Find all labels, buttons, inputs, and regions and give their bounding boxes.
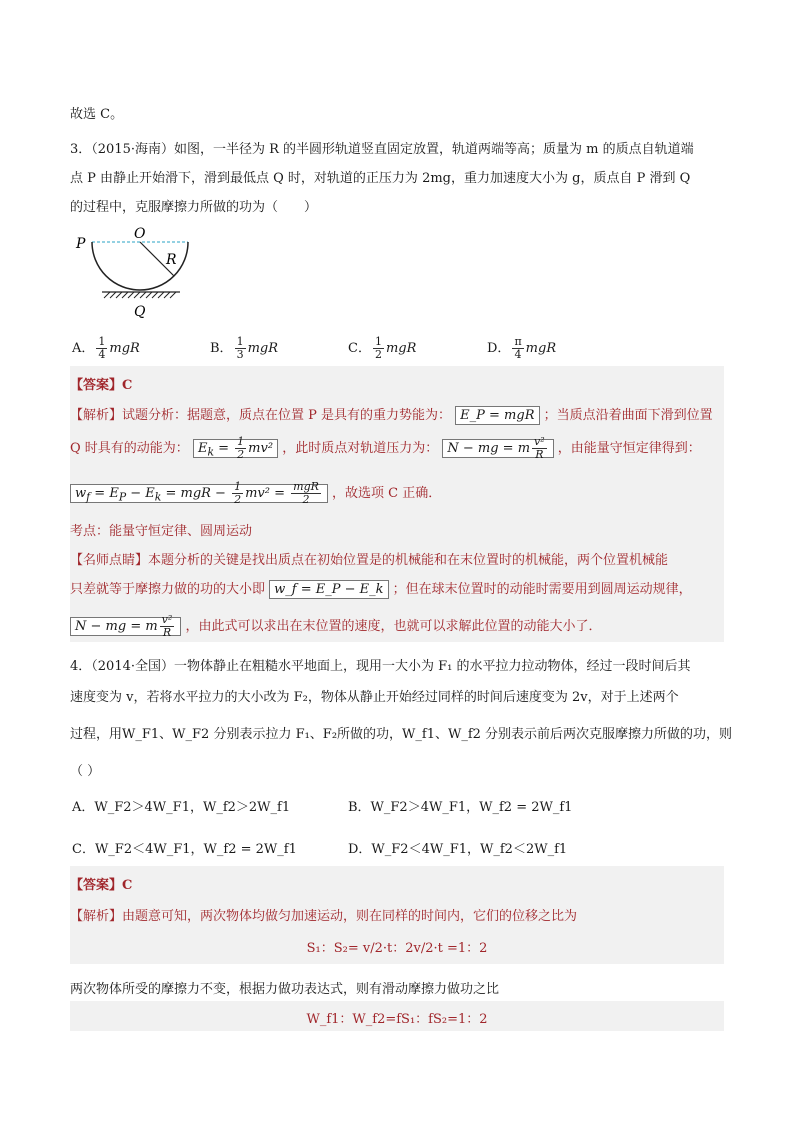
q4-option-c[interactable]: C．W_F2＜4W_F1，W_f2 = 2W_f1	[72, 842, 297, 857]
q3-tip-line1: 【名师点睛】本题分析的关键是找出质点在初始位置是的机械能和在末位置时的机械能，两个位置机械能	[70, 553, 669, 568]
q3-analysis-line3: $w_f = E_P - E_k$ = mgR − $\frac{1}{2}$ mv² = $\frac{\text{mgR}}{2}$ ，故选项 C 正确．	[70, 481, 441, 506]
q4-equation2: W_f1：W_f2=fS₁：fS₂=1：2	[306, 1012, 488, 1027]
q3-answer: 【答案】C	[70, 378, 133, 393]
conclusion-line: 故选 C。	[70, 107, 124, 122]
q4-option-a[interactable]: A．W_F2＞4W_F1，W_f2＞2W_f1	[72, 800, 291, 815]
q3-stem-line1: 3．（2015·海南）如图，一半径为 R 的半圆形轨道竖直固定放置，轨道两端等高；质量为 m 的质点自轨道端	[70, 142, 694, 157]
q4-option-b[interactable]: B．W_F2＞4W_F1，W_f2 = 2W_f1	[348, 800, 573, 815]
q4-stem-line3: 过程，用W_F1、W_F2 分别表示拉力 F₁、F₂所做的功，W_f1、W_f2 分别表示前后两次克服摩擦力所做的功，则	[70, 727, 733, 742]
q4-analysis-line2: 两次物体所受的摩擦力不变，根据力做功表达式，则有滑动摩擦力做功之比	[70, 982, 500, 997]
label-O: O	[134, 226, 146, 242]
q3-kaodian: 考点：能量守恒定律、圆周运动	[70, 524, 253, 539]
q3-option-c[interactable]: C． $\frac{1}{2}$ mgR	[348, 335, 417, 361]
q4-stem-line1: 4．（2014·全国）一物体静止在粗糙水平地面上，现用一大小为 F₁ 的水平拉力拉动物体，经过一段时间后其	[70, 659, 691, 674]
q3-tip-line3: N − mg = m $\frac{\text{v²}}{R}$ ，由此式可以求出在末位置的速度，也就可以求解此位置的动能大小了．	[70, 614, 601, 639]
q3-option-d[interactable]: D． $\frac{\pi}{4}$ mgR	[487, 335, 557, 361]
label-P: P	[76, 236, 86, 252]
q4-answer: 【答案】C	[70, 878, 133, 893]
q4-stem-line4: （ ）	[70, 764, 101, 779]
q4-analysis-line1: 【解析】由题意可知，两次物体均做匀加速运动，则在同样的时间内，它们的位移之比为	[70, 909, 578, 924]
q3-stem-line2: 点 P 由静止开始滑下，滑到最低点 Q 时，对轨道的正压力为 2mg，重力加速度大小为 g，质点自 P 滑到 Q	[70, 171, 691, 186]
q3-stem-line3: 的过程中，克服摩擦力所做的功为（ ）	[70, 200, 318, 215]
q3-option-a[interactable]: A． $\frac{1}{4}$ mgR	[72, 335, 140, 361]
q4-equation1: S₁：S₂= v/2·t：2v/2·t =1：2	[306, 941, 488, 956]
q4-option-d[interactable]: D．W_F2＜4W_F1，W_f2＜2W_f1	[348, 842, 568, 857]
q3-analysis-line2: Q 时具有的动能为： $E_k$ = $\frac{1}{2}$ mv² ，此时质点对轨道压力为： N − mg = m $\frac{\text{v²}}{R}$ ，由能量守恒定律得到：	[70, 435, 701, 461]
q3-option-b[interactable]: B． $\frac{1}{3}$ mgR	[210, 335, 278, 361]
semicircle-track-figure	[70, 222, 200, 322]
q3-tip-line2: 只差就等于摩擦力做的功的大小即 w_f = E_P − E_k ；但在球末位置时的动能时需要用到圆周运动规律，	[70, 582, 692, 597]
q4-stem-line2: 速度变为 v，若将水平拉力的大小改为 F₂，物体从静止开始经过同样的时间后速度变为 2v，对于上述两个	[70, 690, 679, 705]
label-Q: Q	[134, 304, 146, 320]
q3-analysis-line1: 【解析】试题分析：据题意，质点在位置 P 是具有的重力势能为： E_P = mgR ；当质点沿着曲面下滑到位置	[70, 408, 713, 423]
label-R: R	[166, 252, 177, 268]
